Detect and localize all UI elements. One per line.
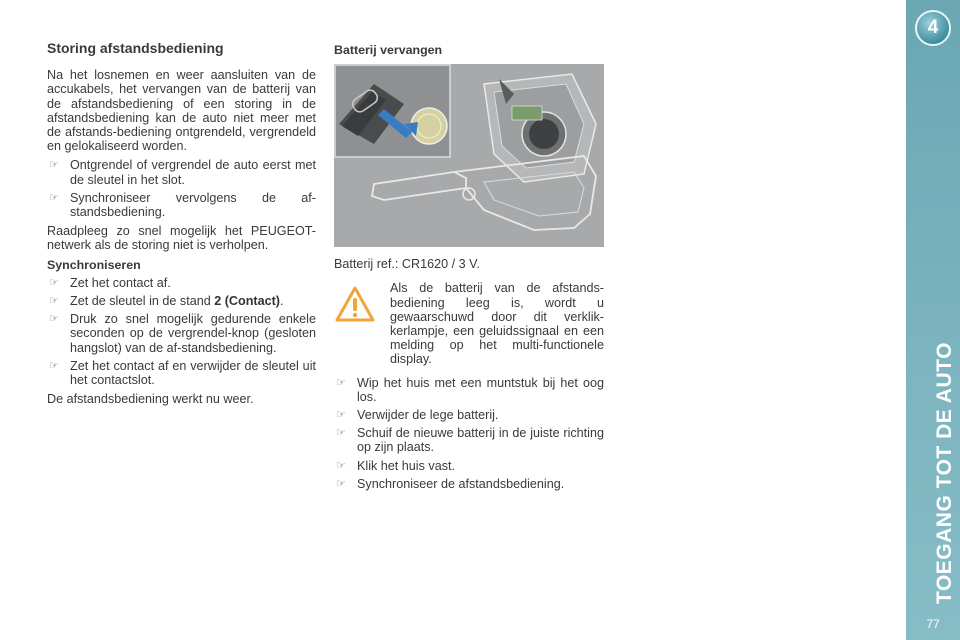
warning-block (334, 281, 604, 366)
battery-heading: Batterij vervangen (334, 43, 443, 57)
pointing-hand-bullet-icon: ☞ (336, 459, 346, 472)
pointing-hand-bullet-icon: ☞ (336, 477, 346, 490)
list-item: ☞ Zet de sleutel in de stand 2 (Contact). (49, 294, 284, 309)
unlock-steps (47, 158, 316, 219)
pointing-hand-bullet-icon: ☞ (336, 427, 346, 440)
list-item: ☞ Zet het contact af. (49, 275, 171, 290)
pointing-hand-bullet-icon: ☞ (49, 159, 59, 172)
sync-heading: Synchroniseren (47, 257, 141, 272)
list-item: ☞ Wip het huis met een muntstuk bij het oog los. (336, 375, 604, 404)
list-item: ☞ Ontgrendel of vergrendel de auto eerst met de sleutel in het slot. (49, 158, 316, 187)
list-item: ☞ Druk zo snel mogelijk gedurende enkele seconden op de vergrendel-knop (gesloten hangslot) van de af-standsbediening. (49, 312, 316, 355)
chapter-title: TOEGANG TOT DE AUTO (933, 342, 956, 604)
right-column (334, 43, 604, 496)
advice-paragraph: Raadpleeg zo snel mogelijk het PEUGEOT-netwerk als de storing niet is verholpen. (47, 224, 316, 253)
sync-steps (47, 276, 316, 387)
chapter-number-badge: 4 (915, 10, 951, 46)
left-column (47, 41, 316, 411)
pointing-hand-bullet-icon: ☞ (49, 276, 59, 289)
list-item: ☞ Synchroniseer de afstandsbediening. (336, 476, 565, 491)
intro-paragraph: Na het losnemen en weer aansluiten van de accukabels, het vervangen van de batterij van de afstandsbediening of een storing in de afstandsbediening kan de auto niet meer met de afstands-bediening ontgrendeld, vergrendeld en gelokaliseerd worden. (47, 68, 316, 154)
pointing-hand-bullet-icon: ☞ (49, 313, 59, 326)
pointing-hand-bullet-icon: ☞ (336, 409, 346, 422)
pointing-hand-bullet-icon: ☞ (336, 376, 346, 389)
warning-triangle-icon (334, 285, 376, 323)
list-item: ☞ Schuif de nieuwe batterij in de juiste richting op zijn plaats. (336, 426, 604, 455)
closing-paragraph: De afstandsbediening werkt nu weer. (47, 392, 254, 407)
list-item: ☞ Zet het contact af en verwijder de sleutel uit het contactslot. (49, 358, 316, 388)
list-item: ☞ Verwijder de lege batterij. (336, 408, 499, 423)
battery-reference: Batterij ref.: CR1620 / 3 V. (334, 257, 480, 272)
list-item: ☞ Synchroniseer vervolgens de af-standsbediening. (49, 190, 316, 220)
pointing-hand-bullet-icon: ☞ (49, 295, 59, 308)
pointing-hand-bullet-icon: ☞ (49, 191, 59, 204)
key-position-label: 2 (Contact) (214, 294, 281, 309)
warning-text: Als de batterij van de afstands-bediening leeg is, wordt u gewaarschuwd door dit verklik-kerlampje, een geluidssignaal en een melding op het multi-functionele display. (390, 281, 604, 367)
page-number: 77 (926, 617, 940, 631)
pointing-hand-bullet-icon: ☞ (49, 359, 59, 372)
section-heading: Storing afstandsbediening (47, 40, 224, 56)
battery-steps (334, 376, 604, 491)
remote-battery-illustration (334, 64, 604, 247)
list-item: ☞ Klik het huis vast. (336, 458, 455, 473)
